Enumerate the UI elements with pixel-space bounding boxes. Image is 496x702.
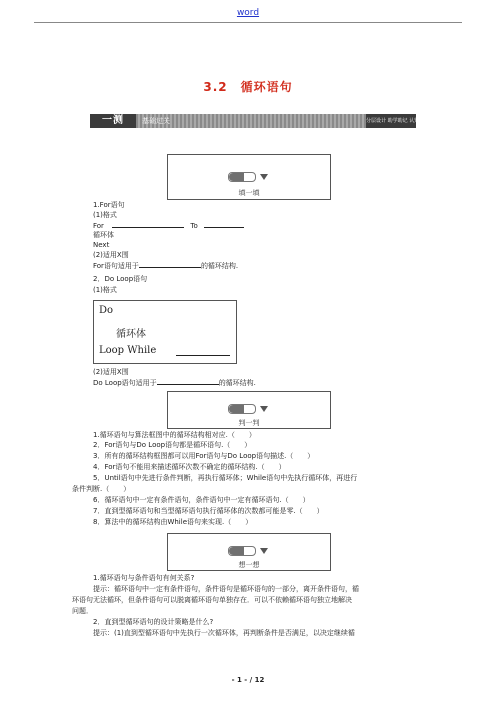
fill-section-label: 填一填 bbox=[238, 189, 260, 197]
doloop-format-box bbox=[93, 300, 237, 364]
banner-middle-label: 基础过关 bbox=[142, 117, 170, 125]
fmt-loop-while: Loop While bbox=[99, 345, 157, 356]
judge-section-box bbox=[167, 391, 331, 429]
triangle-down-icon bbox=[260, 548, 268, 554]
for-format-label: (1)格式 bbox=[93, 211, 117, 219]
doloop-format-label: (1)格式 bbox=[93, 286, 117, 294]
judge-item: 2．For语句与Do Loop语句都是循环语句.（ ） bbox=[93, 441, 252, 449]
for-blank-2 bbox=[204, 221, 244, 228]
fmt-do: Do bbox=[99, 305, 114, 316]
page-number: - 1 - / 12 bbox=[231, 676, 265, 684]
for-scope-line bbox=[93, 261, 238, 270]
judge-item: 7．直到型循环语句和当型循环语句执行循环体的次数都可能是零.（ ） bbox=[93, 507, 324, 515]
for-keyword: For bbox=[93, 222, 104, 230]
fmt-blank bbox=[176, 349, 230, 356]
doloop-scope-label: (2)适用X围 bbox=[93, 368, 129, 376]
think-section-label: 想一想 bbox=[238, 561, 260, 569]
banner-right-label: 分层设计 助学助记 认知更深刻 bbox=[366, 114, 416, 128]
doloop-scope-blank bbox=[157, 378, 219, 385]
header-word-link[interactable]: word bbox=[236, 8, 260, 18]
judge-item: 6．循环语句中一定有条件语句，条件语句中一定有循环语句.（ ） bbox=[93, 496, 310, 504]
doloop-heading: 2．Do Loop语句 bbox=[93, 275, 148, 283]
banner-left-label: 一测 bbox=[90, 114, 136, 128]
banner-middle-strip bbox=[136, 114, 366, 128]
doloop-scope-line bbox=[93, 378, 256, 387]
for-scope-text-b: 的循环结构. bbox=[200, 262, 239, 270]
judge-section-label: 判一判 bbox=[238, 419, 260, 427]
for-format-line bbox=[93, 221, 244, 230]
judge-item: 条件判断.（ ） bbox=[72, 485, 131, 493]
fmt-body: 循环体 bbox=[116, 329, 146, 340]
to-keyword: To bbox=[190, 222, 198, 230]
header-divider bbox=[34, 22, 462, 23]
section-banner bbox=[90, 114, 435, 128]
doloop-scope-text-a: Do Loop语句适用于 bbox=[93, 379, 157, 387]
think-hint: 问题． bbox=[72, 607, 93, 615]
judge-item: 8．算法中的循环结构由While语句来实现.（ ） bbox=[93, 518, 253, 526]
page-title: 3.2 循环语句 bbox=[203, 80, 293, 94]
judge-item: 5．Until语句中先进行条件判断，再执行循环体；While语句中先执行循环体，再进行 bbox=[93, 474, 358, 482]
judge-item: 4．For语句不能用来描述循环次数不确定的循环结构.（ ） bbox=[93, 463, 286, 471]
triangle-down-icon bbox=[260, 174, 268, 180]
toggle-icon bbox=[228, 546, 256, 556]
for-heading: 1.For语句 bbox=[93, 201, 125, 209]
think-question: 1.循环语句与条件语句有何关系? bbox=[93, 574, 195, 582]
for-scope-label: (2)适用X围 bbox=[93, 251, 129, 259]
for-next-line: Next bbox=[93, 241, 110, 249]
think-hint: 提示：(1)直到型循环语句中先执行一次循环体，再判断条件是否满足，以决定继续循 bbox=[93, 629, 355, 637]
judge-item: 1.循环语句与算法框图中的循环结构相对应.（ ） bbox=[93, 431, 256, 439]
toggle-icon bbox=[228, 404, 256, 414]
think-hint: 环语句无法循环，但条件语句可以脱离循环语句单独存在．可以不依赖循环语句独立地解决 bbox=[72, 596, 352, 604]
triangle-down-icon bbox=[260, 406, 268, 412]
for-blank-1 bbox=[112, 221, 184, 228]
judge-item: 3．所有的循环结构框图都可以用For语句与Do Loop语句描述.（ ） bbox=[93, 452, 315, 460]
fill-section-box bbox=[167, 154, 331, 200]
for-scope-blank bbox=[139, 261, 201, 268]
think-hint: 提示：循环语句中一定有条件语句，条件语句是循环语句的一部分，离开条件语句，循 bbox=[93, 585, 359, 593]
think-section-box bbox=[167, 533, 331, 571]
think-question: 2．直到型循环语句的设计策略是什么? bbox=[93, 618, 214, 626]
doloop-scope-text-b: 的循环结构. bbox=[218, 379, 256, 387]
toggle-icon bbox=[228, 172, 256, 182]
for-body-line: 循环体 bbox=[93, 231, 114, 239]
for-scope-text-a: For语句适用于 bbox=[93, 262, 139, 270]
